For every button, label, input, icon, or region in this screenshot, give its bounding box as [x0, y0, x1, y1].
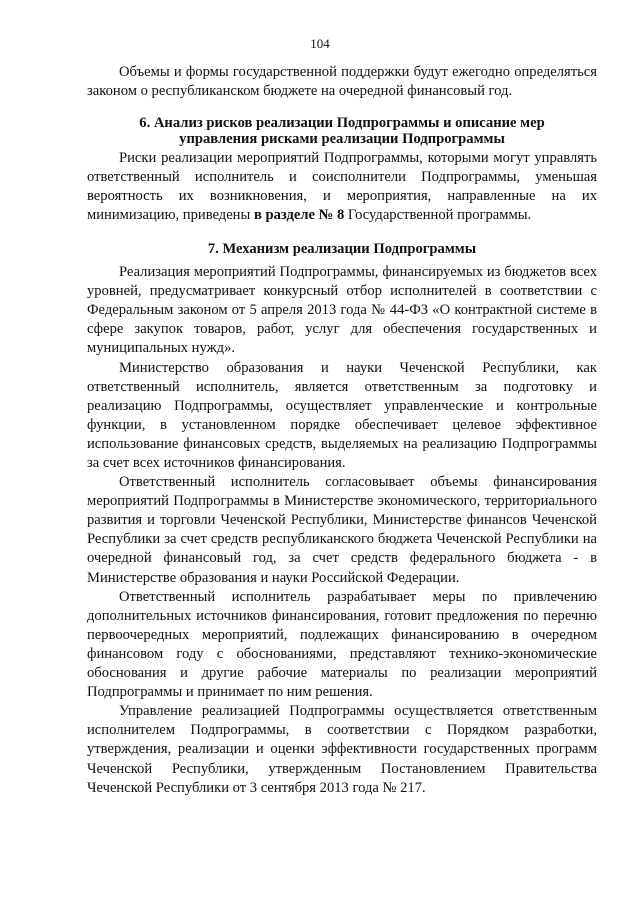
section-7-paragraph-5: Управление реализацией Подпрограммы осуществляется ответственным исполнителем Подпрограммы, в соответствии с Порядком разработки, утверждения, реализации и оценки эффективности государственных программ Чеченской Республики, утвержденным Постановлением Правительства Чеченской Республики от 3 сентября 2013 года № 217.: [87, 703, 597, 796]
page-content: [87, 63, 597, 798]
section-7-heading: 7. Механизм реализации Подпрограммы: [207, 240, 477, 257]
section-7-paragraph-4: Ответственный исполнитель разрабатывает меры по привлечению дополнительных источников финансирования, готовит предложения по перечню первоочередных мероприятий, подлежащих финансированию в очередном финансовом году с обоснованиями, представляют технико-экономические обоснования и другие рабочие материалы по реализации мероприятий Подпрограммы и принимает по ним решения.: [87, 588, 597, 701]
intro-paragraph: Объемы и формы государственной поддержки будут ежегодно определяться законом о республиканском бюджете на очередной финансовый год.: [87, 64, 597, 100]
section-6-heading-line1: 6. Анализ рисков реализации Подпрограммы и описание мер: [139, 115, 545, 132]
section-6-bold-reference: в разделе № 8: [253, 207, 345, 224]
section-7-paragraph-3: Ответственный исполнитель согласовывает объемы финансирования мероприятий Подпрограммы в Министерстве экономического, территориального развития и торговли Чеченской Республики, Министерстве финансов Чеченской Республики за счет средств республиканского бюджета Чеченской Республики на очередной финансовый год, за счет средств федерального бюджета - в Министерстве образования и науки Российской Федерации.: [87, 474, 597, 586]
section-7-paragraph-1: Реализация мероприятий Подпрограммы, финансируемых из бюджетов всех уровней, предусматривает конкурсный отбор исполнителей в соответствии с Федеральным законом от 5 апреля 2013 года № 44-ФЗ «О контрактной системе в сфере закупок товаров, работ, услуг для обеспечения государственных и муниципальных нужд».: [87, 264, 597, 357]
section-6-heading-line2: управления рисками реализации Подпрограммы: [179, 130, 505, 147]
section-6-text: Риски реализации мероприятий Подпрограммы, которыми могут управлять ответственный исполнитель и соисполнители Подпрограммы, уменьшая вероятность их возникновения, и мероприятия, направленные на их минимизацию, приведены: [87, 150, 597, 224]
page-number: 104: [310, 36, 330, 51]
section-6-text-end: Государственной программы.: [344, 207, 532, 224]
section-7-paragraph-2: Министерство образования и науки Чеченской Республики, как ответственный исполнитель, является ответственным за подготовку и реализацию Подпрограммы, осуществляет управленческие и контрольные функции, в установленном порядке обеспечивает целевое эффективное использование финансовых средств, выделяемых на реализацию Подпрограммы за счет всех источников финансирования.: [87, 359, 597, 471]
section-6-paragraph: [87, 149, 597, 225]
section-6-heading: [87, 116, 597, 147]
